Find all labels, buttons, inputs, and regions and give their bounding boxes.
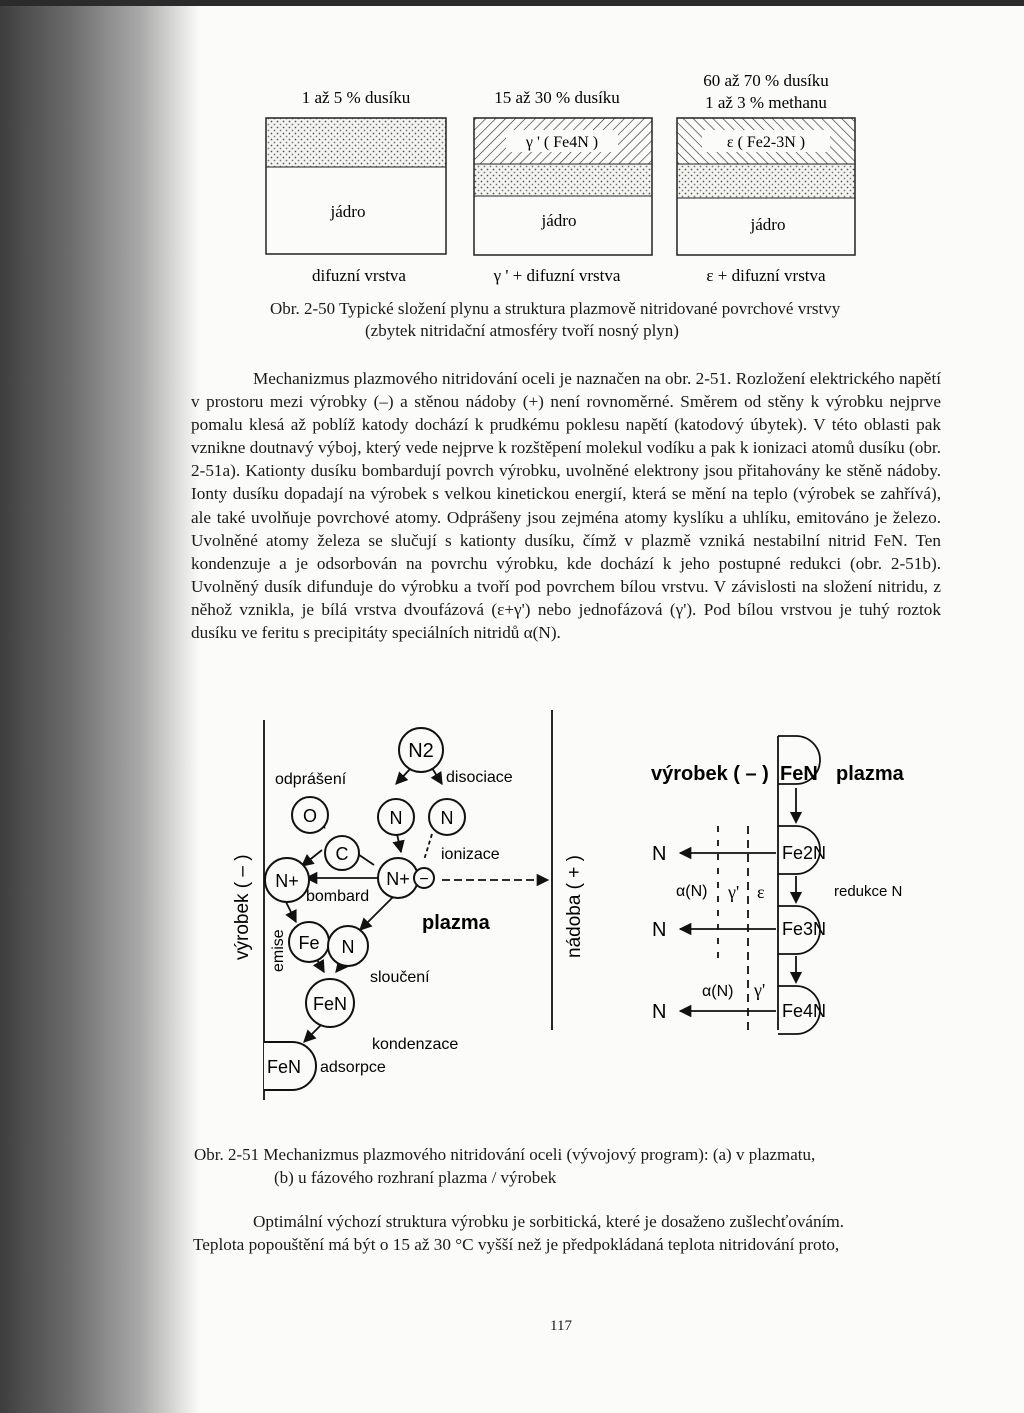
right-wall-label: nádoba ( + ) — [564, 855, 585, 958]
fen-particle: FeN — [312, 994, 348, 1014]
b-header-fen: FeN — [780, 763, 818, 785]
gamma-label-1: γ' — [728, 882, 740, 902]
arrow-head-1 — [790, 812, 802, 824]
ionizace-label: ionizace — [441, 846, 500, 863]
b-header-right: plazma — [836, 763, 904, 785]
n-particle-1: N — [389, 808, 403, 828]
figure-2-51-caption-line2: (b) u fázového rozhraní plazma / výrobek — [274, 1168, 557, 1187]
n-particle-3: N — [341, 937, 355, 957]
n2-particle: N2 — [408, 740, 434, 762]
figure-2-50 — [0, 0, 1024, 300]
fe-particle: Fe — [298, 933, 320, 953]
panel1-header: 1 až 5 % dusíku — [301, 88, 411, 107]
panel3-header-line1: 60 až 70 % dusíku — [703, 71, 829, 90]
n-particle-2: N — [440, 808, 454, 828]
panel2-core-label: jádro — [541, 211, 577, 230]
emise-label: emise — [270, 929, 287, 972]
panel3-header-line2: 1 až 3 % methanu — [705, 93, 827, 112]
o-particle: O — [302, 806, 318, 826]
odpraseni-label: odprášení — [275, 771, 347, 788]
disociace-label: disociace — [446, 769, 513, 786]
fe3n-label: Fe3N — [782, 919, 827, 939]
fe4n-label: Fe4N — [782, 1001, 827, 1021]
panel3-layer-label: ε ( Fe2-3N ) — [726, 134, 806, 151]
n-plus-plasma: N+ — [386, 869, 410, 889]
fen-adsorbed: FeN — [266, 1057, 302, 1077]
figure-2-51-caption-line1: Obr. 2-51 Mechanizmus plazmového nitridování oceli (vývojový program): (a) v plazmatu, — [194, 1145, 816, 1164]
page-number: 117 — [550, 1318, 572, 1334]
n-out-2: N — [652, 919, 667, 941]
panel2-bottom-label: γ ' + difuzní vrstva — [493, 266, 621, 285]
left-wall-label: výrobek ( – ) — [232, 854, 253, 960]
figure-2-50-caption-line1: Obr. 2-50 Typické složení plynu a struktura plazmově nitridované povrchové vrstvy — [270, 299, 841, 318]
paragraph-2-line2: Teplota popouštění má být o 15 až 30 °C vyšší než je předpokládaná teplota nitridování proto, — [193, 1235, 840, 1254]
arrow-head-3 — [790, 972, 802, 984]
c-particle: C — [335, 844, 349, 864]
panel2-layer-label: γ ' ( Fe4N ) — [525, 134, 599, 151]
eps-label: ε — [757, 882, 765, 902]
bombard-label: bombard — [306, 888, 370, 905]
alpha-label-1: α(N) — [676, 883, 708, 900]
paragraph-2-line1: Optimální výchozí struktura výrobku je sorbitická, které je dosaženo zušlechťováním. — [253, 1212, 845, 1231]
n-out-1: N — [652, 843, 667, 865]
b-header-left: výrobek ( – ) — [651, 763, 769, 785]
panel1-diagram — [266, 118, 446, 254]
n-out-3: N — [652, 1001, 667, 1023]
reduction-label: redukce N — [834, 883, 903, 900]
alpha-label-2: α(N) — [702, 983, 734, 1000]
panel1-core-label: jádro — [330, 202, 366, 221]
panel3-bottom-label: ε + difuzní vrstva — [706, 266, 826, 285]
paragraph-1-text: Mechanizmus plazmového nitridování oceli je naznačen na obr. 2-51. Rozložení elektrického napětí v prostoru mezi výrobky (–) a stěnou nádoby (+) není rovnoměrné. Směrem od stěny k výrobku nejprve pomalu klesá až poblíž katody dochází k prudkému poklesu napětí (katodový úbytek). V této oblasti pak vznikne doutnavý výboj, který vede nejprve k rozštěpení molekul vodíku a pak k ionizaci atomů dusíku (obr. 2-51a). Kationty dusíku bombardují povrch výrobku, uvolněné elektrony jsou přitahovány ke stěně nádoby. Ionty dusíku dopadají na výrobek s velkou kinetickou energií, která se mění na teplo (výrobek se zahřívá), ale také uvolňuje povrchové atomy. Odprášeny jsou zejména atomy kyslíku a uhlíku, emitováno je železo. Uvolněné atomy železa se slučují s kationty dusíku, čímž v plazmě vzniká nestabilní nitrid FeN. Ten kondenzuje a je odsorbován na povrchu výrobku, kde dochází k jeho postupné redukci (obr. 2-51b). Uvolněný dusík difunduje do výrobku a tvoří pod povrchem bílou vrstvu. V závislosti na složení nitridu, z něhož vznikla, je bílá vrstva dvoufázová (ε+γ') nebo jednofázová (γ'). Pod bílou vrstvou je tuhý roztok dusíku ve feritu s precipitáty speciálních nitridů α(N). — [191, 369, 941, 643]
slouceni-label: sloučení — [370, 969, 430, 986]
kondenzace-label: kondenzace — [372, 1036, 459, 1053]
figure-2-50-caption-line2: (zbytek nitridační atmosféry tvoří nosný plyn) — [365, 321, 679, 340]
arrow-head-2 — [790, 892, 802, 904]
fe2n-label: Fe2N — [782, 843, 827, 863]
panel3-core-label: jádro — [750, 215, 786, 234]
body-paragraph-1 — [191, 367, 941, 644]
n-plus-surface: N+ — [275, 871, 299, 891]
adsorpce-label: adsorpce — [320, 1059, 386, 1076]
panel1-layer-label: difuzní vrstva — [312, 266, 406, 285]
gamma-label-2: γ' — [754, 980, 766, 1000]
plazma-label: plazma — [422, 912, 490, 934]
electron: − — [419, 871, 429, 888]
panel2-header: 15 až 30 % dusíku — [494, 88, 620, 107]
figure-2-51b — [0, 700, 1024, 1120]
